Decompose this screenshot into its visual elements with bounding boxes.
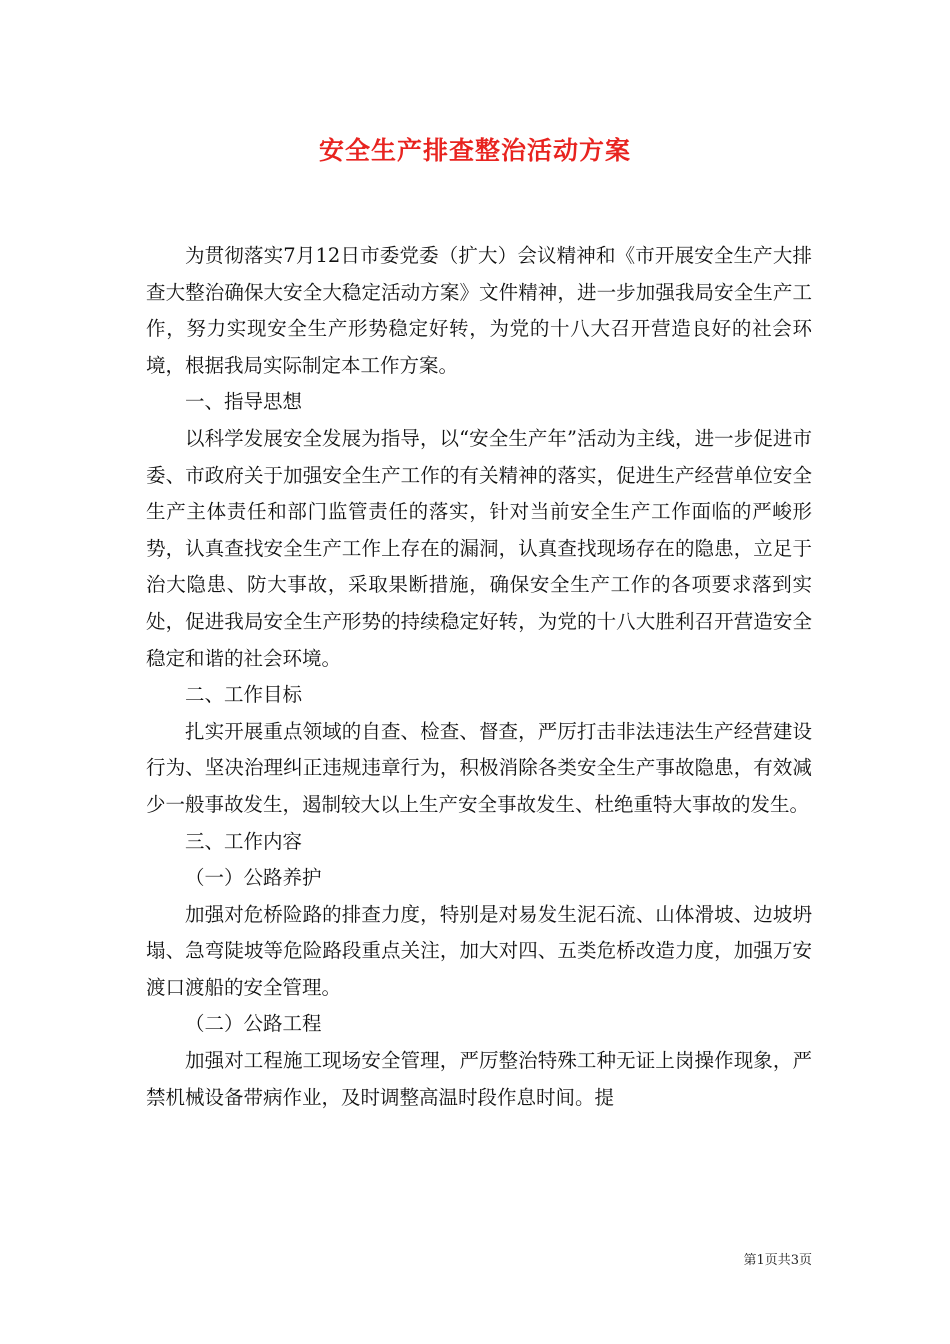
work-goals-paragraph: 扎实开展重点领域的自查、检查、督查，严厉打击非法违法生产经营建设行为、坚决治理纠正违规违章行为，积极消除各类安全生产事故隐患，有效减少一般事故发生，遏制较大以上生产安全事故发生、杜绝重特大事故的发生。 (146, 719, 812, 816)
page-number-footer: 第1页共3页 (743, 1253, 812, 1268)
guiding-ideology-paragraph: 以科学发展安全发展为指导，以“安全生产年”活动为主线，进一步促进市委、市政府关于加强安全生产工作的有关精神的落实，促进生产经营单位安全生产主体责任和部门监管责任的落实，针对当前安全生产工作面临的严峻形势，认真查找安全生产工作上存在的漏洞，认真查找现场存在的隐患，立足于治大隐患、防大事故，采取果断措施，确保安全生产工作的各项要求落到实处，促进我局安全生产形势的持续稳定好转，为党的十八大胜利召开营造安全稳定和谐的社会环境。 (146, 426, 812, 670)
document-body (146, 238, 812, 1116)
section-heading-work-goals: 二、工作目标 (185, 683, 303, 707)
intro-paragraph: 为贯彻落实7月12日市委党委（扩大）会议精神和《市开展安全生产大排查大整治确保大安全大稳定活动方案》文件精神，进一步加强我局安全生产工作，努力实现安全生产形势稳定好转，为党的十八大召开营造良好的社会环境，根据我局实际制定本工作方案。 (146, 244, 812, 377)
road-engineering-paragraph: 加强对工程施工现场安全管理，严厉整治特殊工种无证上岗操作现象，严禁机械设备带病作业，及时调整高温时段作息时间。提 (146, 1049, 812, 1109)
section-heading-work-content: 三、工作内容 (185, 829, 303, 853)
section-heading-guiding-ideology: 一、指导思想 (185, 390, 303, 414)
document-title: 安全生产排查整治活动方案 (318, 136, 631, 165)
road-maintenance-paragraph: 加强对危桥险路的排查力度，特别是对易发生泥石流、山体滑坡、边坡坍塌、急弯陡坡等危险路段重点关注，加大对四、五类危桥改造力度，加强万安渡口渡船的安全管理。 (146, 902, 812, 999)
subsection-heading-road-maintenance: （一）公路养护 (185, 866, 322, 890)
subsection-heading-road-engineering: （二）公路工程 (185, 1012, 322, 1036)
